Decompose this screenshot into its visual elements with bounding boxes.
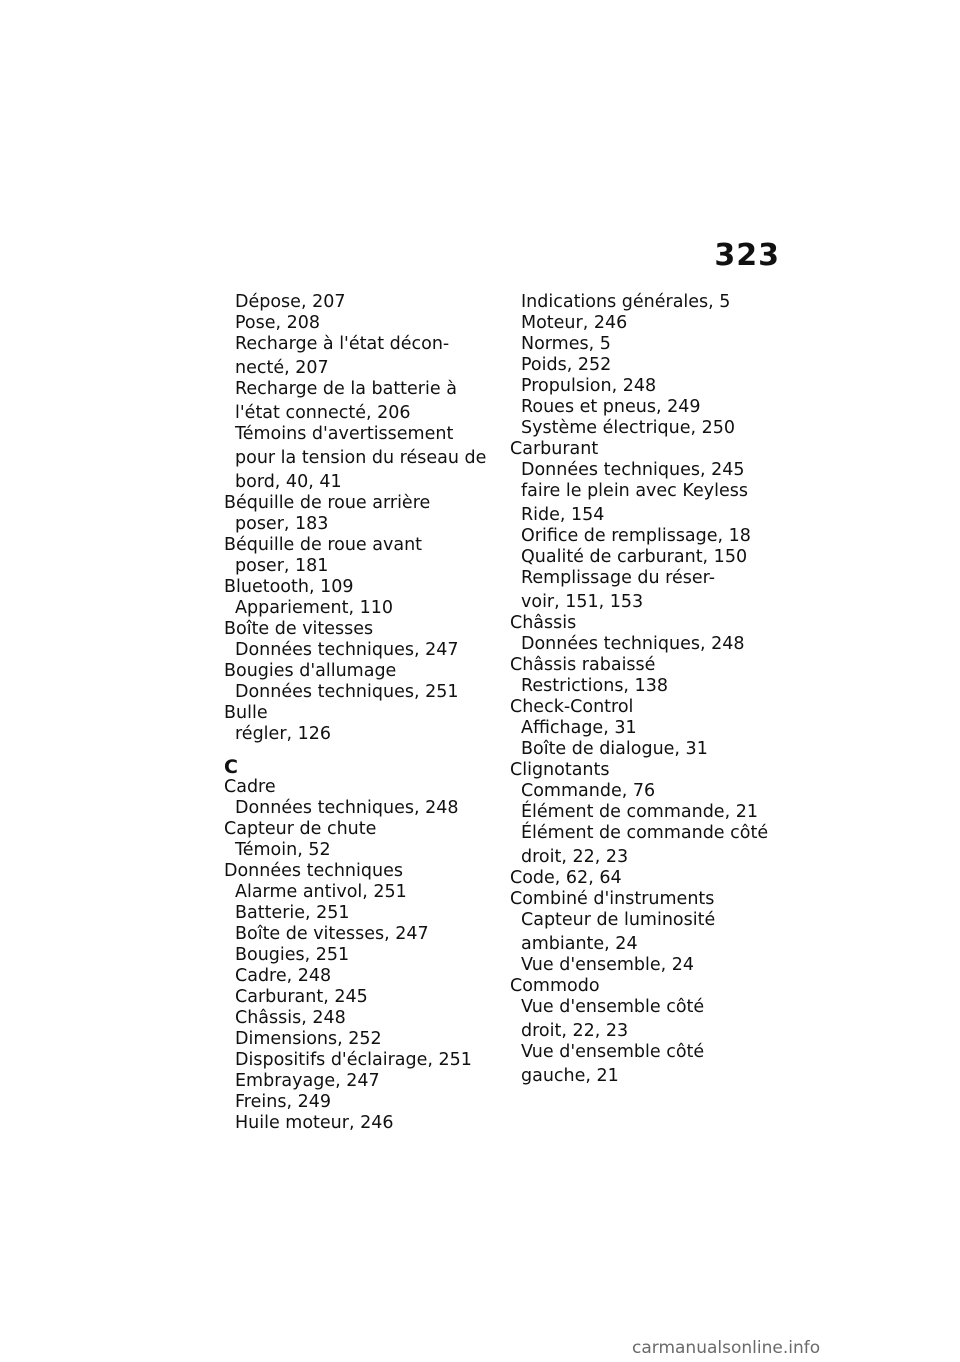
index-subentry: Données techniques, 245 <box>521 460 745 480</box>
index-subentry: Données techniques, 251 <box>235 682 459 702</box>
index-entry: Cadre <box>224 777 276 797</box>
index-subentry: Carburant, 245 <box>235 987 368 1007</box>
index-subentry: poser, 183 <box>235 514 329 534</box>
index-entry: Boîte de vitesses <box>224 619 374 639</box>
index-subentry: Orifice de remplissage, 18 <box>521 526 751 546</box>
index-subentry: Poids, 252 <box>521 355 612 375</box>
index-subentry: poser, 181 <box>235 556 329 576</box>
index-subentry: régler, 126 <box>235 724 332 744</box>
index-column-left <box>224 292 494 1134</box>
index-subentry: Témoin, 52 <box>235 840 331 860</box>
index-entry: Châssis <box>510 613 577 633</box>
index-entry-continuation: Ride, 154 <box>521 505 605 525</box>
index-subentry: Freins, 249 <box>235 1092 331 1112</box>
index-subentry: Vue d'ensemble côté <box>521 997 705 1017</box>
index-subentry: Cadre, 248 <box>235 966 332 986</box>
index-subentry: Recharge à l'état décon- <box>235 334 450 354</box>
index-subentry: Vue d'ensemble, 24 <box>521 955 695 975</box>
index-subentry: Boîte de dialogue, 31 <box>521 739 708 759</box>
index-subentry: Appariement, 110 <box>235 598 394 618</box>
index-subentry: Indications générales, 5 <box>521 292 731 312</box>
index-entry: Clignotants <box>510 760 610 780</box>
index-subentry: Propulsion, 248 <box>521 376 657 396</box>
index-entry: Commodo <box>510 976 600 996</box>
index-subentry: Qualité de carburant, 150 <box>521 547 748 567</box>
index-subentry: Normes, 5 <box>521 334 611 354</box>
index-entry: Données techniques <box>224 861 403 881</box>
index-entry: Béquille de roue arrière <box>224 493 431 513</box>
index-entry-continuation: bord, 40, 41 <box>235 472 342 492</box>
index-subentry: Système électrique, 250 <box>521 418 736 438</box>
index-entry: Check-Control <box>510 697 634 717</box>
index-entry: Capteur de chute <box>224 819 377 839</box>
index-entry-continuation: gauche, 21 <box>521 1066 619 1086</box>
index-subentry: Restrictions, 138 <box>521 676 668 696</box>
index-subentry: Élément de commande côté <box>521 823 769 843</box>
index-entry-continuation: pour la tension du réseau de <box>235 448 487 468</box>
index-subentry: Boîte de vitesses, 247 <box>235 924 429 944</box>
index-subentry: Embrayage, 247 <box>235 1071 380 1091</box>
index-entry-continuation: necté, 207 <box>235 358 329 378</box>
index-subentry: Données techniques, 248 <box>521 634 745 654</box>
index-entry: Bougies d'allumage <box>224 661 397 681</box>
index-entry-continuation: droit, 22, 23 <box>521 847 629 867</box>
index-entry: Bluetooth, 109 <box>224 577 354 597</box>
index-subentry: Témoins d'avertissement <box>235 424 454 444</box>
index-subentry: Vue d'ensemble côté <box>521 1042 705 1062</box>
index-subentry: Recharge de la batterie à <box>235 379 457 399</box>
index-subentry: Capteur de luminosité <box>521 910 716 930</box>
index-subentry: Élément de commande, 21 <box>521 802 758 822</box>
index-entry-continuation: ambiante, 24 <box>521 934 638 954</box>
index-entry: Combiné d'instruments <box>510 889 715 909</box>
index-subentry: Châssis, 248 <box>235 1008 346 1028</box>
index-entry: Béquille de roue avant <box>224 535 423 555</box>
index-subentry: Dépose, 207 <box>235 292 346 312</box>
index-entry-continuation: voir, 151, 153 <box>521 592 644 612</box>
index-entry-continuation: droit, 22, 23 <box>521 1021 629 1041</box>
index-subentry: Huile moteur, 246 <box>235 1113 394 1133</box>
watermark: carmanualsonline.info <box>632 1338 821 1358</box>
index-subentry: Dimensions, 252 <box>235 1029 382 1049</box>
index-subentry: Données techniques, 247 <box>235 640 459 660</box>
index-subentry: Bougies, 251 <box>235 945 350 965</box>
index-subentry: faire le plein avec Keyless <box>521 481 748 501</box>
index-section-letter: C <box>224 756 238 778</box>
index-subentry: Données techniques, 248 <box>235 798 459 818</box>
index-subentry: Commande, 76 <box>521 781 656 801</box>
index-subentry: Alarme antivol, 251 <box>235 882 407 902</box>
page-number: 323 <box>714 238 780 273</box>
index-column-right <box>510 292 780 1087</box>
index-subentry: Batterie, 251 <box>235 903 350 923</box>
index-entry: Bulle <box>224 703 268 723</box>
index-subentry: Remplissage du réser- <box>521 568 716 588</box>
index-entry: Châssis rabaissé <box>510 655 656 675</box>
index-subentry: Roues et pneus, 249 <box>521 397 701 417</box>
index-entry: Code, 62, 64 <box>510 868 622 888</box>
index-subentry: Dispositifs d'éclairage, 251 <box>235 1050 472 1070</box>
index-subentry: Pose, 208 <box>235 313 321 333</box>
index-entry: Carburant <box>510 439 599 459</box>
index-subentry: Affichage, 31 <box>521 718 637 738</box>
index-entry-continuation: l'état connecté, 206 <box>235 403 411 423</box>
index-subentry: Moteur, 246 <box>521 313 628 333</box>
